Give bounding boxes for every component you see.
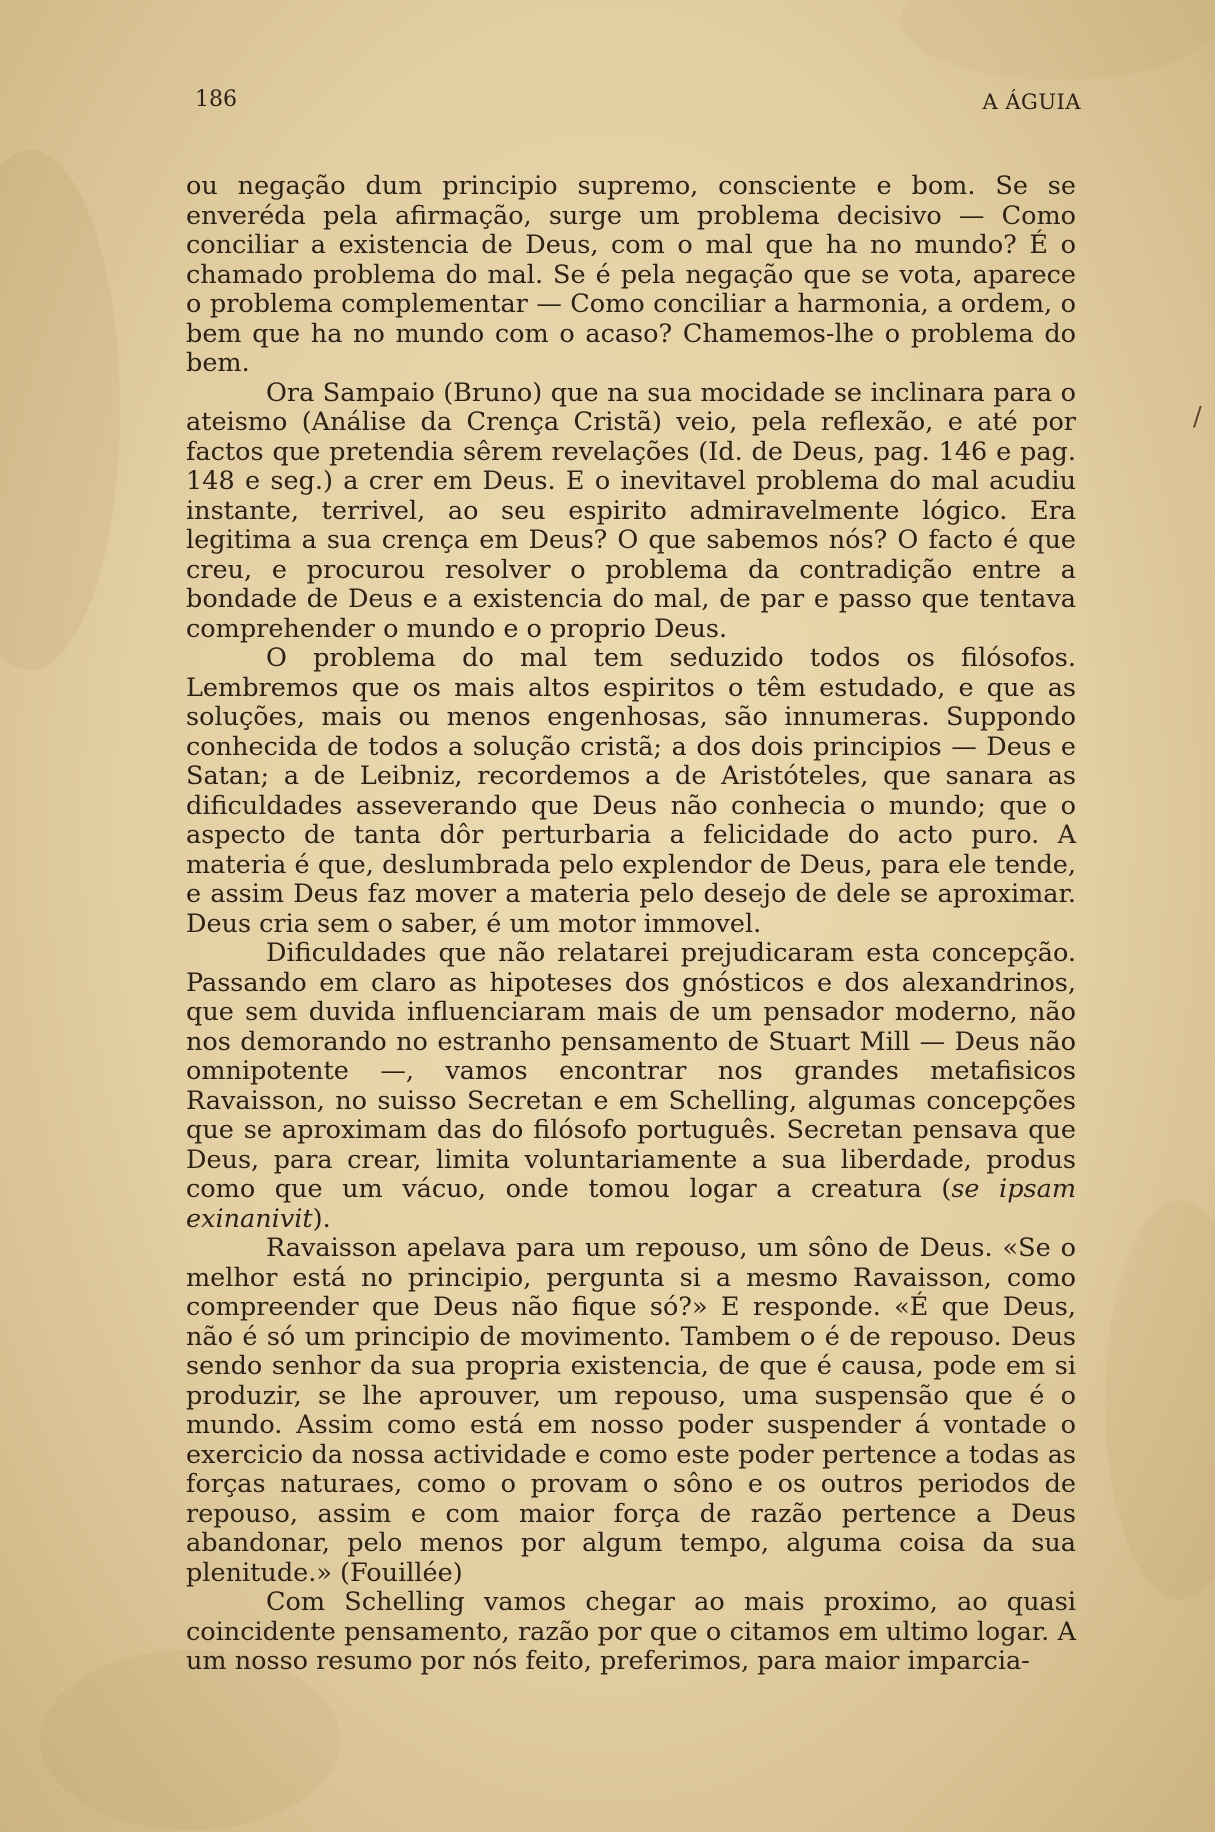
- paragraph: Ravaisson apelava para um repouso, um sôno de Deus. «Se o melhor está no principio, pergunta si a mesmo Ravaisson, como compreender que Deus não fique só?» E responde. «É que Deus, não é só um principio de movimento. Tambem o é de repouso. Deus sendo senhor da sua propria existencia, de que é causa, pode em si produzir, se lhe aprouver, um repouso, uma suspensão que é o mundo. Assim como está em nosso poder suspender á vontade o exercicio da nossa actividade e como este poder pertence a todas as forças naturaes, como o provam o sôno e os outros periodos de repouso, assim e com maior força de razão pertence a Deus abandonar, pelo menos por algum tempo, alguma coisa da sua plenitude.» (Fouillée): [186, 1233, 1076, 1588]
- paragraph-text: Dificuldades que não relatarei prejudicaram esta concepção. Passando em claro as hipoteses dos gnósticos e dos alexandrinos, que sem duvida influenciaram mais de um pensador moderno, não nos demorando no estranho pensamento de Stuart Mill — Deus não omnipotente —, vamos encontrar nos grandes metafisicos Ravaisson, no suisso Secretan e em Schelling, algumas concepções que se aproximam das do filósofo português. Secretan pensava que Deus, para crear, limita voluntariamente a sua liberdade, produs como que um vácuo, onde tomou logar a creatura (: [186, 938, 1076, 1204]
- paper-stain: [40, 1650, 340, 1830]
- margin-mark: /: [1193, 402, 1202, 432]
- paragraph-text: ).: [312, 1203, 331, 1234]
- latin-quotation: se ipsam exinanivit: [186, 1174, 1077, 1234]
- paragraph: ou negação dum principio supremo, consciente e bom. Se se enveréda pela afirmação, surge um problema decisivo — Como conciliar a existencia de Deus, com o mal que ha no mundo? É o chamado problema do mal. Se é pela negação que se vota, aparece o problema complementar — Como conciliar a harmonia, a ordem, o bem que ha no mundo com o acaso? Chamemos-lhe o problema do bem.: [186, 171, 1076, 378]
- body-text: [186, 172, 1076, 1677]
- paper-stain: [0, 150, 120, 670]
- paragraph: O problema do mal tem seduzido todos os filósofos. Lembremos que os mais altos espiritos o têm estudado, e que as soluções, mais ou menos engenhosas, são innumeras. Suppondo conhecida de todos a solução cristã; a dos dois principios — Deus e Satan; a de Leibniz, recordemos a de Aristóteles, que sanara as dificuldades asseverando que Deus não conhecia o mundo; que o aspecto de tanta dôr perturbaria a felicidade do acto puro. A materia é que, deslumbrada pelo explendor de Deus, para ele tende, e assim Deus faz mover a materia pelo desejo de dele se aproximar. Deus cria sem o saber, é um motor immovel.: [186, 643, 1076, 939]
- page-number: 186: [195, 87, 237, 112]
- page-header: [195, 87, 1081, 119]
- paper-stain: [900, 0, 1215, 80]
- paragraph: Com Schelling vamos chegar ao mais proximo, ao quasi coincidente pensamento, razão por que o citamos em ultimo logar. A um nosso resumo por nós feito, preferimos, para maior imparcia-: [186, 1587, 1076, 1676]
- running-title: A ÁGUIA: [982, 90, 1081, 114]
- paper-stain: [1105, 1200, 1215, 1600]
- paragraph: [186, 939, 1076, 1234]
- paragraph: Ora Sampaio (Bruno) que na sua mocidade se inclinara para o ateismo (Análise da Crença Cristã) veio, pela reflexão, e até por factos que pretendia sêrem revelações (Id. de Deus, pag. 146 e pag. 148 e seg.) a crer em Deus. E o inevitavel problema do mal acudiu instante, terrivel, ao seu espirito admiravelmente lógico. Era legitima a sua crença em Deus? O que sabemos nós? O facto é que creu, e procurou resolver o problema da contradição entre a bondade de Deus e a existencia do mal, de par e passo que tentava comprehender o mundo e o proprio Deus.: [186, 377, 1076, 644]
